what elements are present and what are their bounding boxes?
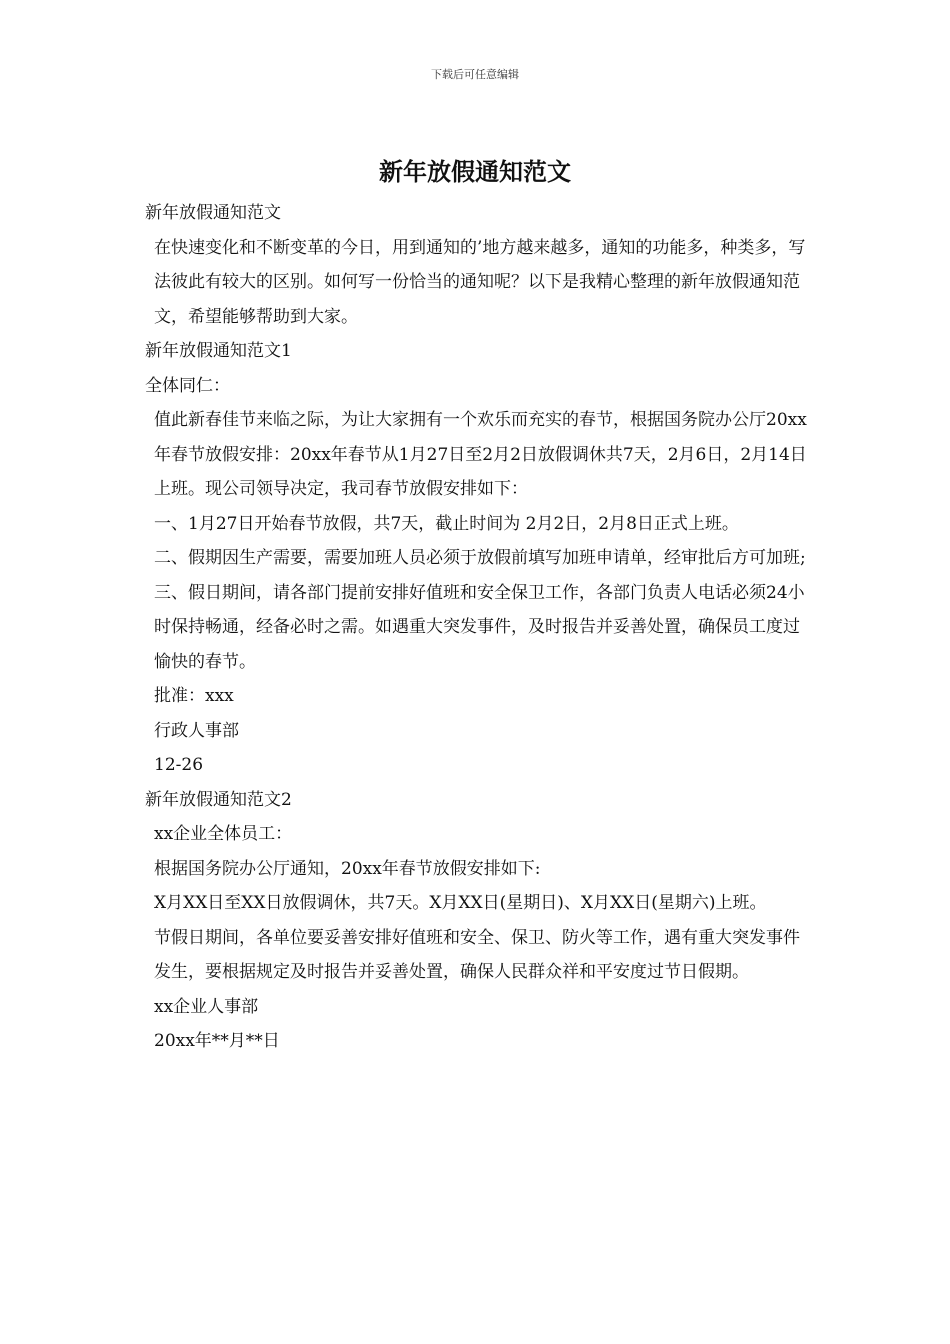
paragraph: 20xx年**月**日 xyxy=(154,1031,280,1051)
paragraph: 值此新春佳节来临之际，为让大家拥有一个欢乐而充实的春节，根据国务院办公厅20xx年春节放假安排：20xx年春节从1月27日至2月2日放假调休共7天，2月6日，2月14日上班。现公司领导决定，我司春节放假安排如下： xyxy=(154,410,807,499)
paragraph: 二、假期因生产需要，需要加班人员必须于放假前填写加班申请单，经审批后方可加班; xyxy=(154,548,806,568)
paragraph: 新年放假通知范文 xyxy=(145,203,281,223)
document-body xyxy=(145,196,815,1059)
paragraph: X月XX日至XX日放假调休，共7天。X月XX日(星期日)、X月XX日(星期六)上班。 xyxy=(154,893,767,913)
paragraph: 12-26 xyxy=(154,755,204,775)
paragraph: 在快速变化和不断变革的今日，用到通知的’地方越来越多，通知的功能多，种类多，写法彼此有较大的区别。如何写一份恰当的通知呢？以下是我精心整理的新年放假通知范文，希望能够帮助到大家。 xyxy=(154,237,806,327)
paragraph: 节假日期间，各单位要妥善安排好值班和安全、保卫、防火等工作，遇有重大突发事件发生，要根据规定及时报告并妥善处置，确保人民群众祥和平安度过节日假期。 xyxy=(154,927,800,982)
paragraph: 三、假日期间，请各部门提前安排好值班和安全保卫工作，各部门负责人电话必须24小时保持畅通，经备必时之需。如遇重大突发事件，及时报告并妥善处置，确保员工度过愉快的春节。 xyxy=(154,582,805,672)
document-title: 新年放假通知范文 xyxy=(379,158,571,186)
paragraph: 新年放假通知范文1 xyxy=(145,341,292,361)
paragraph: 新年放假通知范文2 xyxy=(145,789,292,810)
paragraph: xx企业人事部 xyxy=(154,996,259,1017)
paragraph: 全体同仁： xyxy=(145,375,230,396)
paragraph: xx企业全体员工： xyxy=(154,824,293,844)
paragraph: 根据国务院办公厅通知，20xx年春节放假安排如下: xyxy=(154,858,541,879)
header-note: 下载后可任意编辑 xyxy=(431,68,519,81)
paragraph: 一、1月27日开始春节放假，共7天，截止时间为 2月2日，2月8日正式上班。 xyxy=(154,513,739,534)
paragraph: 批准：xxx xyxy=(154,686,234,706)
paragraph: 行政人事部 xyxy=(154,720,239,741)
